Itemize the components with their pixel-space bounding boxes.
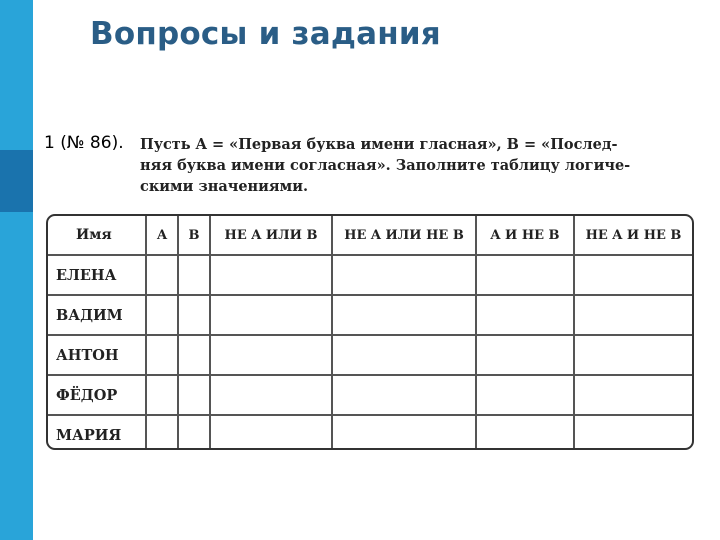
table-cell[interactable] [210, 335, 332, 375]
row-name: ВАДИМ [48, 295, 146, 335]
table-cell[interactable] [332, 295, 476, 335]
table-cell[interactable] [146, 415, 178, 450]
slide-title: Вопросы и задания [90, 16, 441, 52]
task-line: скими значениями. [140, 178, 309, 195]
row-name: ЕЛЕНА [48, 255, 146, 295]
table-cell[interactable] [178, 255, 210, 295]
table-row [48, 255, 692, 295]
column-header-not-a-or-b: НЕ A ИЛИ B [210, 216, 332, 255]
table-cell[interactable] [476, 295, 574, 335]
column-header-not-a-or-not-b: НЕ A ИЛИ НЕ B [332, 216, 476, 255]
table-cell[interactable] [332, 415, 476, 450]
task-number: 1 (№ 86). [44, 133, 124, 153]
table-cell[interactable] [210, 255, 332, 295]
table-cell[interactable] [574, 295, 692, 335]
table-cell[interactable] [574, 335, 692, 375]
task-line: Пусть A = «Первая буква имени гласная», B = «Послед- [140, 136, 618, 153]
column-header-name: Имя [48, 216, 146, 255]
table-cell[interactable] [146, 375, 178, 415]
table-cell[interactable] [178, 375, 210, 415]
column-header-not-a-and-not-b: НЕ A И НЕ B [574, 216, 692, 255]
row-name: ФЁДОР [48, 375, 146, 415]
table-cell[interactable] [476, 415, 574, 450]
truth-table [46, 214, 694, 450]
table-cell[interactable] [178, 295, 210, 335]
table-cell[interactable] [574, 415, 692, 450]
table-cell[interactable] [178, 415, 210, 450]
table-row [48, 335, 692, 375]
row-name: АНТОН [48, 335, 146, 375]
table-cell[interactable] [210, 295, 332, 335]
table-cell[interactable] [178, 335, 210, 375]
table-cell[interactable] [210, 375, 332, 415]
table-cell[interactable] [476, 255, 574, 295]
table-cell[interactable] [574, 255, 692, 295]
table-cell[interactable] [332, 375, 476, 415]
table-cell[interactable] [146, 255, 178, 295]
table-cell[interactable] [332, 335, 476, 375]
task-text [140, 134, 692, 197]
table-row [48, 375, 692, 415]
row-name: МАРИЯ [48, 415, 146, 450]
table-header-row [48, 216, 692, 255]
column-header-b: B [178, 216, 210, 255]
task-line: няя буква имени согласная». Заполните таблицу логиче- [140, 157, 631, 174]
table-cell[interactable] [332, 255, 476, 295]
left-accent-marker [0, 150, 33, 212]
column-header-a-and-not-b: A И НЕ B [476, 216, 574, 255]
table-cell[interactable] [146, 295, 178, 335]
table-cell[interactable] [574, 375, 692, 415]
table-cell[interactable] [146, 335, 178, 375]
column-header-a: A [146, 216, 178, 255]
table-cell[interactable] [476, 375, 574, 415]
table-cell[interactable] [210, 415, 332, 450]
left-accent-bar [0, 0, 33, 540]
table-row [48, 295, 692, 335]
table-cell[interactable] [476, 335, 574, 375]
table-row [48, 415, 692, 450]
